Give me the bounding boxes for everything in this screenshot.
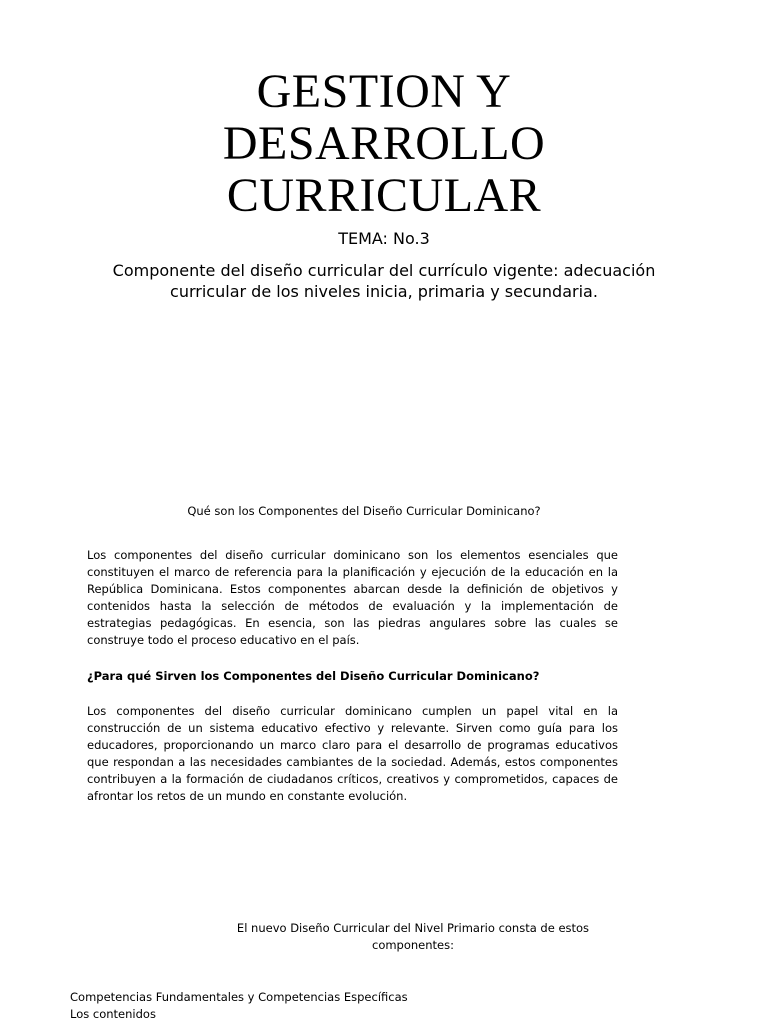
list-item: Competencias Fundamentales y Competencias Específicas <box>70 990 408 1004</box>
title-line: GESTION Y <box>256 65 512 118</box>
document-title <box>0 66 768 222</box>
title-line: DESARROLLO <box>222 117 546 170</box>
title-line: CURRICULAR <box>226 169 542 222</box>
section-question-what: Qué son los Componentes del Diseño Curricular Dominicano? <box>187 504 541 518</box>
section-heading-purpose: ¿Para qué Sirven los Componentes del Diseño Curricular Dominicano? <box>87 669 540 683</box>
document-subtitle: Componente del diseño curricular del currículo vigente: adecuación curricular de los niveles inicia, primaria y secundaria. <box>112 261 656 301</box>
paragraph-definition: Los componentes del diseño curricular dominicano son los elementos esenciales que constituyen el marco de referencia para la planificación y ejecución de la educación en la República Dominicana. Estos componentes abarcan desde la definición de objetivos y contenidos hasta la selección de métodos de evaluación y la implementación de estrategias pedagógicas. En esencia, son las piedras angulares sobre las cuales se construye todo el proceso educativo en el país. <box>87 548 618 647</box>
topic-number: TEMA: No.3 <box>338 229 430 248</box>
paragraph-purpose: Los componentes del diseño curricular dominicano cumplen un papel vital en la construcción de un sistema educativo efectivo y relevante. Sirven como guía para los educadores, proporcionando un marco claro para el desarrollo de programas educativos que respondan a las necesidades cambiantes de la sociedad. Además, estos componentes contribuyen a la formación de ciudadanos críticos, creativos y comprometidos, capaces de afrontar los retos de un mundo en constante evolución. <box>87 704 618 803</box>
components-list <box>70 989 670 1023</box>
list-item: Los contenidos <box>70 1007 156 1021</box>
components-intro: El nuevo Diseño Curricular del Nivel Primario consta de estos componentes: <box>236 921 590 952</box>
